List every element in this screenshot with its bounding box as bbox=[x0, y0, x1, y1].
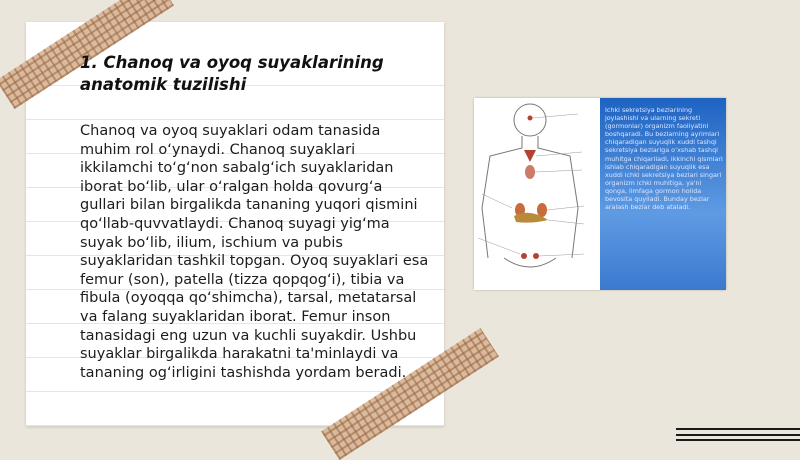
decorative-line bbox=[676, 439, 800, 441]
slide-body-text: Chanoq va oyoq suyaklari odam tanasida muhim rol o‘ynaydi. Chanoq suyaklari ikkilamchi to‘g‘non sabalg‘ich suyaklaridan iborat bo‘lib, ular o‘ralgan holda qovurg‘a gullari bilan birgalikda tananing yuqori qismini qo‘llab-quvvatlaydi. Chanoq suyagi yig‘ma suyak bo‘lib, ilium, ischium va pubis suyaklaridan tashkil topgan. Oyoq suyaklari esa femur (son), patella (tizza qopqog‘i), tibia va fibula (oyoqqa qo‘shimcha), tarsal, metatarsal va falang suyaklaridan iborat. Femur inson tanasidagi eng uzun va kuchli suyakdir. Ushbu suyaklar birgalikda harakatni ta'minlaydi va tananing og‘irligini tashishda yordam beradi. bbox=[80, 123, 429, 381]
decorative-line bbox=[676, 428, 800, 430]
decorative-line bbox=[676, 434, 800, 436]
anatomy-figure bbox=[474, 98, 726, 290]
figure-caption: Ichki sekretsiya bezlarining joylashishi va ularning sekreti (gormonlar) organizm faoliyatini boshqaradi. Bu bezlarning ayrimlari chiqaradigan suyuqlik xuddi tashqi sekretsiya bezlariga o‘xshab tashqi muhitga chiqariladi, ikkinchi qismlari ishlab chiqaradigan suyuqlik esa xuddi ichki sekretsiya bezlari singari organizm ichki muhitiga, ya'ni qonga, limfaga gormon holida bevosita quyiladi. Bunday bezlar aralash bezlar deb ataladi. bbox=[605, 106, 723, 212]
slide-heading: 1. Chanoq va oyoq suyaklarining anatomik tuzilishi bbox=[80, 53, 384, 94]
decorative-lines bbox=[676, 428, 800, 442]
